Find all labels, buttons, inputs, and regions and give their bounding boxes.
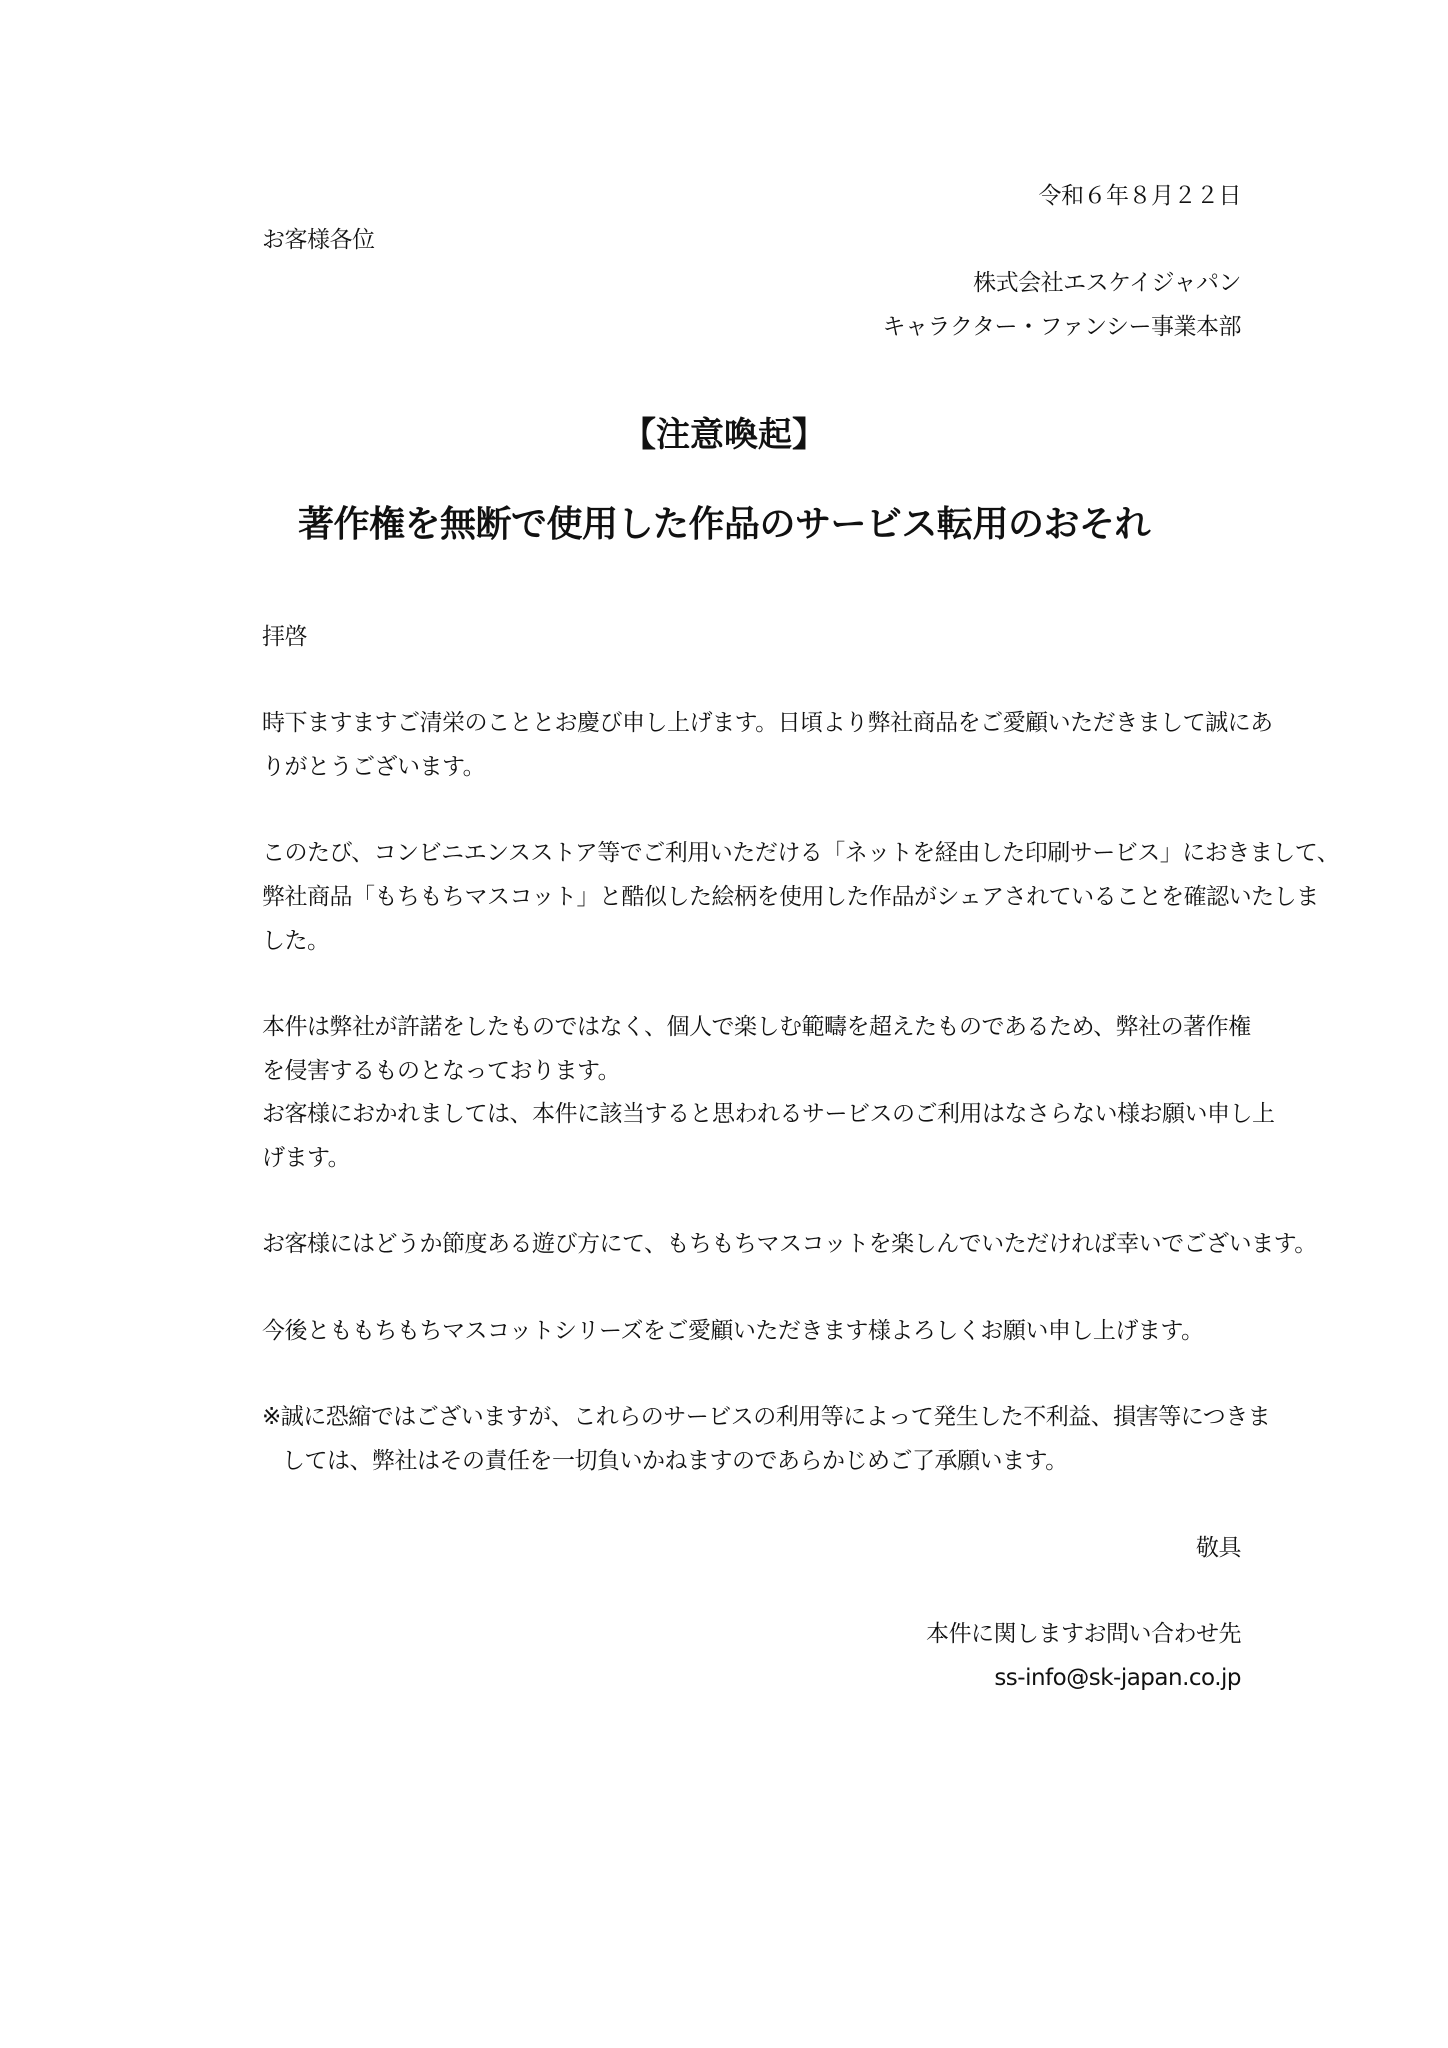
company-name: 株式会社エスケイジャパン <box>973 270 1241 296</box>
paragraph-2-line-1: このたび、コンビニエンスストア等でご利用いただける「ネットを経由した印刷サービス」におきまして、 <box>262 840 1340 866</box>
paragraph-3-line-4: げます。 <box>262 1145 351 1171</box>
contact-email[interactable]: ss-info@sk-japan.co.jp <box>994 1665 1241 1691</box>
paragraph-1-line-2: りがとうございます。 <box>262 754 486 780</box>
paragraph-2-line-3: した。 <box>262 928 330 954</box>
recipient: お客様各位 <box>262 227 375 253</box>
notice-heading: 【注意喚起】 <box>622 415 826 455</box>
closing-word: 敬具 <box>1196 1535 1241 1561</box>
paragraph-2-line-2: 弊社商品「もちもちマスコット」と酷似した絵柄を使用した作品がシェアされていることを確認いたしま <box>262 884 1319 910</box>
paragraph-4: お客様にはどうか節度ある遊び方にて、もちもちマスコットを楽しんでいただければ幸いでございます。 <box>262 1231 1317 1257</box>
note-line-2: しては、弊社はその責任を一切負いかねますのであらかじめご了承願います。 <box>282 1448 1068 1474</box>
document-date: 令和６年８月２２日 <box>1038 183 1241 209</box>
contact-label: 本件に関しますお問い合わせ先 <box>926 1621 1241 1647</box>
paragraph-3-line-3: お客様におかれましては、本件に該当すると思われるサービスのご利用はなさらない様お願い申し上 <box>262 1101 1275 1127</box>
paragraph-5: 今後とももちもちマスコットシリーズをご愛顧いただきます様よろしくお願い申し上げます。 <box>262 1318 1204 1344</box>
paragraph-1-line-1: 時下ますますご清栄のこととお慶び申し上げます。日頃より弊社商品をご愛顧いただきまして誠にあ <box>262 710 1273 736</box>
notice-title: 著作権を無断で使用した作品のサービス転用のおそれ <box>297 504 1150 545</box>
opening-word: 拝啓 <box>262 624 307 650</box>
paragraph-3-line-2: を侵害するものとなっております。 <box>262 1058 621 1084</box>
note-line-1: ※誠に恐縮ではございますが、これらのサービスの利用等によって発生した不利益、損害等につきま <box>262 1404 1271 1430</box>
paragraph-3-line-1: 本件は弊社が許諾をしたものではなく、個人で楽しむ範疇を超えたものであるため、弊社の著作権 <box>262 1014 1251 1040</box>
department-name: キャラクター・ファンシー事業本部 <box>882 314 1241 340</box>
